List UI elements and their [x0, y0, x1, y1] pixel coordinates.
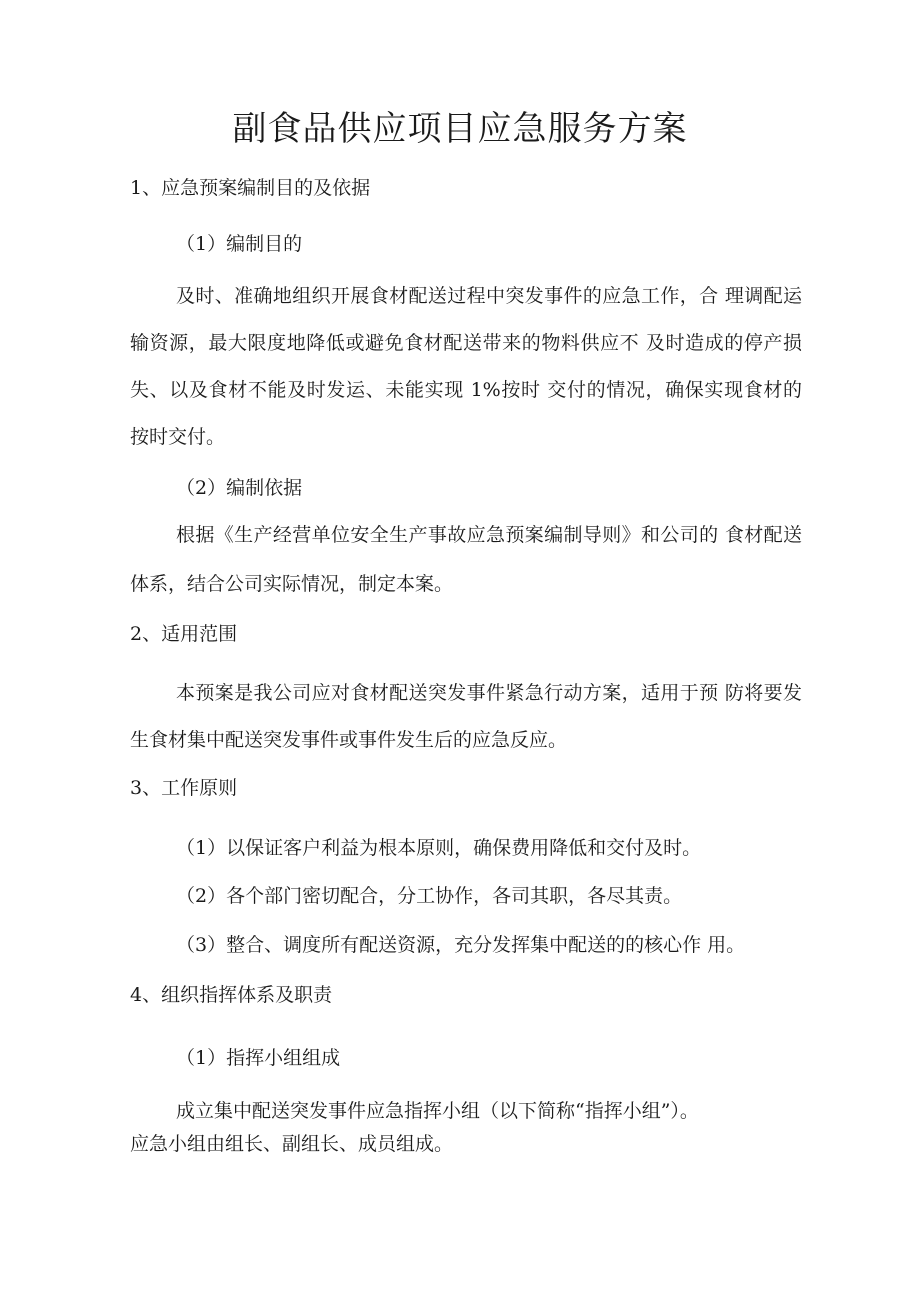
paragraph-line: 体系，结合公司实际情况，制定本案。: [130, 573, 454, 595]
list-item: （2）各个部门密切配合，分工协作，各司其职，各尽其责。: [176, 885, 683, 907]
section-1-sub1-heading: （1）编制目的: [176, 233, 303, 255]
paragraph-line: 失、以及食材不能及时发运、未能实现 1%按时 交付的情况，确保实现食材的: [130, 379, 802, 401]
paragraph-line: 及时、准确地组织开展食材配送过程中突发事件的应急工作，合 理调配运: [176, 285, 802, 307]
section-2-heading: 2、适用范围: [130, 623, 238, 645]
list-item: （1）以保证客户利益为根本原则，确保费用降低和交付及时。: [176, 837, 702, 859]
paragraph-line: 输资源，最大限度地降低或避免食材配送带来的物料供应不 及时造成的停产损: [130, 332, 802, 354]
paragraph-line: 本预案是我公司应对食材配送突发事件紧急行动方案，适用于预 防将要发: [176, 682, 802, 704]
paragraph-line: 应急小组由组长、副组长、成员组成。: [130, 1133, 454, 1155]
section-4-sub1-heading: （1）指挥小组组成: [176, 1047, 341, 1069]
document-title: 副食品供应项目应急服务方案: [232, 109, 688, 149]
section-1-heading: 1、应急预案编制目的及依据: [130, 177, 371, 199]
list-item: （3）整合、调度所有配送资源，充分发挥集中配送的的核心作 用。: [176, 934, 746, 956]
paragraph-line: 成立集中配送突发事件应急指挥小组（以下简称“指挥小组”）。: [176, 1100, 699, 1122]
paragraph-line: 生食材集中配送突发事件或事件发生后的应急反应。: [130, 729, 568, 751]
paragraph-line: 按时交付。: [130, 426, 226, 448]
section-3-heading: 3、工作原则: [130, 777, 238, 799]
paragraph-line: 根据《生产经营单位安全生产事故应急预案编制导则》和公司的 食材配送: [176, 524, 802, 546]
section-4-heading: 4、组织指挥体系及职责: [130, 984, 333, 1006]
section-1-sub2-heading: （2）编制依据: [176, 477, 303, 499]
